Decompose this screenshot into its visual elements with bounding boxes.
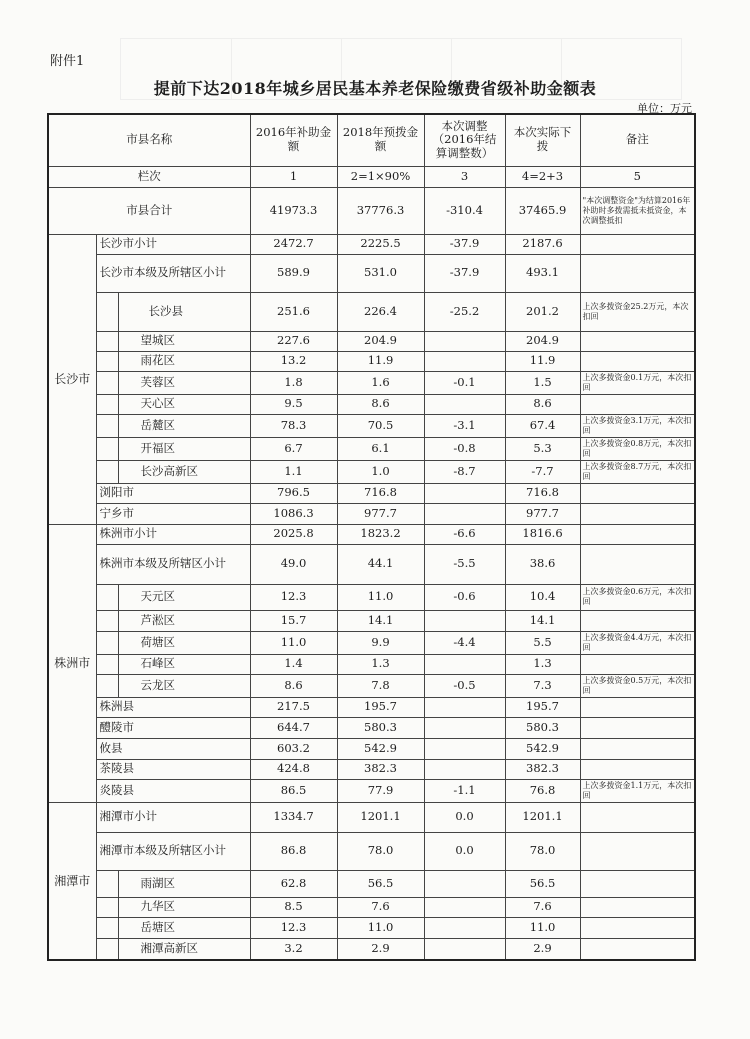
cell-c5 (580, 897, 695, 917)
cell-c2: 226.4 (337, 292, 424, 331)
cell-c3: -3.1 (424, 414, 505, 437)
table-row (48, 917, 695, 938)
cell-c4: 1.5 (505, 371, 580, 394)
row-name: 长沙市小计 (96, 234, 250, 254)
indent-cell (96, 331, 118, 351)
row-name: 芦淞区 (118, 610, 250, 631)
cell-c3 (424, 897, 505, 917)
row-name: 石峰区 (118, 654, 250, 674)
cell-c5 (580, 331, 695, 351)
row-name: 炎陵县 (96, 779, 250, 802)
cell-c3 (424, 938, 505, 960)
cell-c5 (580, 524, 695, 544)
row-name: 长沙高新区 (118, 460, 250, 483)
total-c3: -310.4 (424, 187, 505, 234)
cell-c1: 796.5 (250, 483, 337, 503)
cell-c4: 201.2 (505, 292, 580, 331)
row-name: 株洲县 (96, 697, 250, 717)
cell-c2: 1823.2 (337, 524, 424, 544)
cell-c1: 2025.8 (250, 524, 337, 544)
cell-c2: 9.9 (337, 631, 424, 654)
cell-c4: 977.7 (505, 503, 580, 524)
row-name: 湘潭市小计 (96, 802, 250, 832)
row-name: 望城区 (118, 331, 250, 351)
cell-c2: 542.9 (337, 738, 424, 759)
header-c3: 本次调整（2016年结算调整数） (424, 114, 505, 166)
table-row (48, 234, 695, 254)
cell-c2: 56.5 (337, 870, 424, 897)
cell-c3: -0.1 (424, 371, 505, 394)
cell-c2: 1.6 (337, 371, 424, 394)
table-row (48, 503, 695, 524)
row-name: 湘潭市本级及所辖区小计 (96, 832, 250, 870)
cell-c5: 上次多拨资金0.5万元，本次扣回 (580, 674, 695, 697)
table-row (48, 584, 695, 610)
cell-c3 (424, 331, 505, 351)
cell-c1: 217.5 (250, 697, 337, 717)
indent-cell (96, 584, 118, 610)
cell-c1: 15.7 (250, 610, 337, 631)
cell-c3: 0.0 (424, 832, 505, 870)
cell-c1: 644.7 (250, 717, 337, 738)
indent-cell (96, 414, 118, 437)
cell-c5 (580, 654, 695, 674)
row-name: 雨花区 (118, 351, 250, 371)
cell-c4: 1816.6 (505, 524, 580, 544)
row-name: 长沙市本级及所辖区小计 (96, 254, 250, 292)
cell-c2: 6.1 (337, 437, 424, 460)
indent-cell (96, 351, 118, 371)
cell-c4: 76.8 (505, 779, 580, 802)
cell-c5: 上次多拨资金0.1万元，本次扣回 (580, 371, 695, 394)
row-name: 天元区 (118, 584, 250, 610)
table-row (48, 414, 695, 437)
cell-c4: 5.3 (505, 437, 580, 460)
cell-c3: -5.5 (424, 544, 505, 584)
cell-c4: 7.3 (505, 674, 580, 697)
cell-c1: 424.8 (250, 759, 337, 779)
cell-c1: 1.4 (250, 654, 337, 674)
header-c4: 本次实际下拨 (505, 114, 580, 166)
cell-c4: 56.5 (505, 870, 580, 897)
cell-c1: 6.7 (250, 437, 337, 460)
index-c4: 4=2+3 (505, 166, 580, 187)
cell-c1: 603.2 (250, 738, 337, 759)
cell-c4: 67.4 (505, 414, 580, 437)
cell-c2: 382.3 (337, 759, 424, 779)
cell-c1: 1.1 (250, 460, 337, 483)
table-row (48, 371, 695, 394)
cell-c4: 10.4 (505, 584, 580, 610)
row-name: 浏阳市 (96, 483, 250, 503)
cell-c3: -0.5 (424, 674, 505, 697)
cell-c5 (580, 917, 695, 938)
cell-c3: -25.2 (424, 292, 505, 331)
cell-c5 (580, 832, 695, 870)
cell-c2: 531.0 (337, 254, 424, 292)
cell-c4: 195.7 (505, 697, 580, 717)
cell-c2: 11.0 (337, 917, 424, 938)
cell-c5 (580, 544, 695, 584)
indent-cell (96, 938, 118, 960)
cell-c4: 2187.6 (505, 234, 580, 254)
table-row (48, 738, 695, 759)
table-row (48, 524, 695, 544)
cell-c5 (580, 717, 695, 738)
table-row (48, 483, 695, 503)
cell-c1: 8.5 (250, 897, 337, 917)
cell-c4: -7.7 (505, 460, 580, 483)
row-name: 茶陵县 (96, 759, 250, 779)
row-name: 雨湖区 (118, 870, 250, 897)
cell-c3 (424, 610, 505, 631)
subsidy-table (47, 113, 696, 961)
cell-c2: 77.9 (337, 779, 424, 802)
cell-c2: 14.1 (337, 610, 424, 631)
table-row (48, 832, 695, 870)
cell-c5: 上次多拨资金0.8万元，本次扣回 (580, 437, 695, 460)
cell-c1: 12.3 (250, 917, 337, 938)
cell-c5 (580, 738, 695, 759)
indent-cell (96, 371, 118, 394)
total-label: 市县合计 (48, 187, 250, 234)
cell-c3: -6.6 (424, 524, 505, 544)
cell-c2: 195.7 (337, 697, 424, 717)
cell-c1: 8.6 (250, 674, 337, 697)
cell-c5 (580, 938, 695, 960)
attachment-label: 附件1 (50, 54, 85, 69)
table-row (48, 802, 695, 832)
table-row (48, 654, 695, 674)
cell-c4: 14.1 (505, 610, 580, 631)
table-row (48, 394, 695, 414)
cell-c5 (580, 697, 695, 717)
city-group-label: 湘潭市 (48, 802, 96, 960)
cell-c3: -8.7 (424, 460, 505, 483)
table-row (48, 610, 695, 631)
cell-c5: 上次多拨资金8.7万元，本次扣回 (580, 460, 695, 483)
cell-c5: 上次多拨资金25.2万元，本次扣回 (580, 292, 695, 331)
table-row (48, 759, 695, 779)
table-row (48, 631, 695, 654)
cell-c1: 12.3 (250, 584, 337, 610)
cell-c4: 1.3 (505, 654, 580, 674)
cell-c2: 580.3 (337, 717, 424, 738)
row-name: 长沙县 (118, 292, 250, 331)
cell-c1: 1.8 (250, 371, 337, 394)
cell-c4: 11.0 (505, 917, 580, 938)
cell-c4: 38.6 (505, 544, 580, 584)
header-c1: 2016年补助金额 (250, 114, 337, 166)
cell-c3: 0.0 (424, 802, 505, 832)
cell-c3 (424, 503, 505, 524)
cell-c2: 204.9 (337, 331, 424, 351)
cell-c1: 1334.7 (250, 802, 337, 832)
cell-c5 (580, 759, 695, 779)
row-name: 云龙区 (118, 674, 250, 697)
cell-c2: 7.6 (337, 897, 424, 917)
index-c1: 1 (250, 166, 337, 187)
cell-c5 (580, 394, 695, 414)
cell-c3 (424, 738, 505, 759)
cell-c2: 8.6 (337, 394, 424, 414)
cell-c5 (580, 503, 695, 524)
cell-c4: 204.9 (505, 331, 580, 351)
cell-c3 (424, 483, 505, 503)
table-row (48, 938, 695, 960)
index-c2: 2=1×90% (337, 166, 424, 187)
cell-c3 (424, 759, 505, 779)
indent-cell (96, 292, 118, 331)
table-row (48, 697, 695, 717)
total-row (48, 187, 695, 234)
cell-c4: 542.9 (505, 738, 580, 759)
cell-c4: 11.9 (505, 351, 580, 371)
cell-c3 (424, 697, 505, 717)
row-name: 岳塘区 (118, 917, 250, 938)
cell-c5 (580, 610, 695, 631)
cell-c2: 2.9 (337, 938, 424, 960)
cell-c4: 7.6 (505, 897, 580, 917)
cell-c1: 86.8 (250, 832, 337, 870)
table-row (48, 331, 695, 351)
indent-cell (96, 870, 118, 897)
cell-c3: -0.6 (424, 584, 505, 610)
total-c2: 37776.3 (337, 187, 424, 234)
index-c5: 5 (580, 166, 695, 187)
document-title: 提前下达2018年城乡居民基本养老保险缴费省级补助金额表 (153, 79, 597, 98)
cell-c1: 3.2 (250, 938, 337, 960)
total-c4: 37465.9 (505, 187, 580, 234)
cell-c2: 44.1 (337, 544, 424, 584)
cell-c2: 2225.5 (337, 234, 424, 254)
cell-c1: 1086.3 (250, 503, 337, 524)
table-row (48, 351, 695, 371)
cell-c5: 上次多拨资金3.1万元，本次扣回 (580, 414, 695, 437)
city-group-label: 长沙市 (48, 234, 96, 524)
indent-cell (96, 460, 118, 483)
indent-cell (96, 437, 118, 460)
header-row (48, 114, 695, 166)
cell-c1: 9.5 (250, 394, 337, 414)
indent-cell (96, 654, 118, 674)
cell-c3 (424, 870, 505, 897)
cell-c3 (424, 717, 505, 738)
row-name: 九华区 (118, 897, 250, 917)
city-group-label: 株洲市 (48, 524, 96, 802)
row-name: 株洲市本级及所辖区小计 (96, 544, 250, 584)
cell-c2: 70.5 (337, 414, 424, 437)
cell-c2: 977.7 (337, 503, 424, 524)
cell-c2: 716.8 (337, 483, 424, 503)
cell-c5 (580, 802, 695, 832)
cell-c5: 上次多拨资金4.4万元，本次扣回 (580, 631, 695, 654)
cell-c4: 8.6 (505, 394, 580, 414)
cell-c2: 78.0 (337, 832, 424, 870)
cell-c3 (424, 394, 505, 414)
table-row (48, 870, 695, 897)
index-label: 栏次 (48, 166, 250, 187)
cell-c1: 78.3 (250, 414, 337, 437)
cell-c2: 1.3 (337, 654, 424, 674)
cell-c1: 227.6 (250, 331, 337, 351)
indent-cell (96, 897, 118, 917)
cell-c1: 2472.7 (250, 234, 337, 254)
cell-c4: 2.9 (505, 938, 580, 960)
indent-cell (96, 631, 118, 654)
cell-c1: 13.2 (250, 351, 337, 371)
cell-c1: 589.9 (250, 254, 337, 292)
row-name: 天心区 (118, 394, 250, 414)
cell-c4: 580.3 (505, 717, 580, 738)
cell-c3: -0.8 (424, 437, 505, 460)
cell-c1: 251.6 (250, 292, 337, 331)
cell-c1: 11.0 (250, 631, 337, 654)
row-name: 湘潭高新区 (118, 938, 250, 960)
total-remark: "本次调整资金"为结算2016年补助时多拨需抵未抵资金，本次调整抵扣 (580, 187, 695, 234)
cell-c2: 1.0 (337, 460, 424, 483)
cell-c1: 49.0 (250, 544, 337, 584)
cell-c4: 716.8 (505, 483, 580, 503)
cell-c3: -4.4 (424, 631, 505, 654)
table-row (48, 437, 695, 460)
cell-c4: 78.0 (505, 832, 580, 870)
row-name: 芙蓉区 (118, 371, 250, 394)
cell-c5 (580, 483, 695, 503)
total-c1: 41973.3 (250, 187, 337, 234)
table-row (48, 779, 695, 802)
cell-c5 (580, 254, 695, 292)
cell-c4: 1201.1 (505, 802, 580, 832)
header-c5: 备注 (580, 114, 695, 166)
cell-c2: 11.9 (337, 351, 424, 371)
table-row (48, 254, 695, 292)
indent-cell (96, 610, 118, 631)
cell-c3: -37.9 (424, 254, 505, 292)
index-c3: 3 (424, 166, 505, 187)
cell-c4: 5.5 (505, 631, 580, 654)
row-name: 株洲市小计 (96, 524, 250, 544)
cell-c2: 11.0 (337, 584, 424, 610)
cell-c2: 1201.1 (337, 802, 424, 832)
row-name: 宁乡市 (96, 503, 250, 524)
row-name: 荷塘区 (118, 631, 250, 654)
table-row (48, 460, 695, 483)
cell-c4: 382.3 (505, 759, 580, 779)
table-row (48, 544, 695, 584)
cell-c3: -1.1 (424, 779, 505, 802)
row-name: 开福区 (118, 437, 250, 460)
cell-c1: 86.5 (250, 779, 337, 802)
indent-cell (96, 917, 118, 938)
cell-c3: -37.9 (424, 234, 505, 254)
cell-c5: 上次多拨资金1.1万元，本次扣回 (580, 779, 695, 802)
header-c2: 2018年预拨金额 (337, 114, 424, 166)
table-row (48, 292, 695, 331)
cell-c2: 7.8 (337, 674, 424, 697)
cell-c5: 上次多拨资金0.6万元，本次扣回 (580, 584, 695, 610)
cell-c5 (580, 234, 695, 254)
unit-label: 单位：万元 (637, 102, 692, 115)
indent-cell (96, 674, 118, 697)
index-row (48, 166, 695, 187)
cell-c5 (580, 351, 695, 371)
header-name: 市县名称 (48, 114, 250, 166)
table-row (48, 717, 695, 738)
row-name: 醴陵市 (96, 717, 250, 738)
table-row (48, 897, 695, 917)
table-row (48, 674, 695, 697)
row-name: 岳麓区 (118, 414, 250, 437)
indent-cell (96, 394, 118, 414)
cell-c4: 493.1 (505, 254, 580, 292)
cell-c3 (424, 917, 505, 938)
row-name: 攸县 (96, 738, 250, 759)
cell-c3 (424, 351, 505, 371)
cell-c3 (424, 654, 505, 674)
table-body (48, 114, 695, 960)
cell-c1: 62.8 (250, 870, 337, 897)
cell-c5 (580, 870, 695, 897)
